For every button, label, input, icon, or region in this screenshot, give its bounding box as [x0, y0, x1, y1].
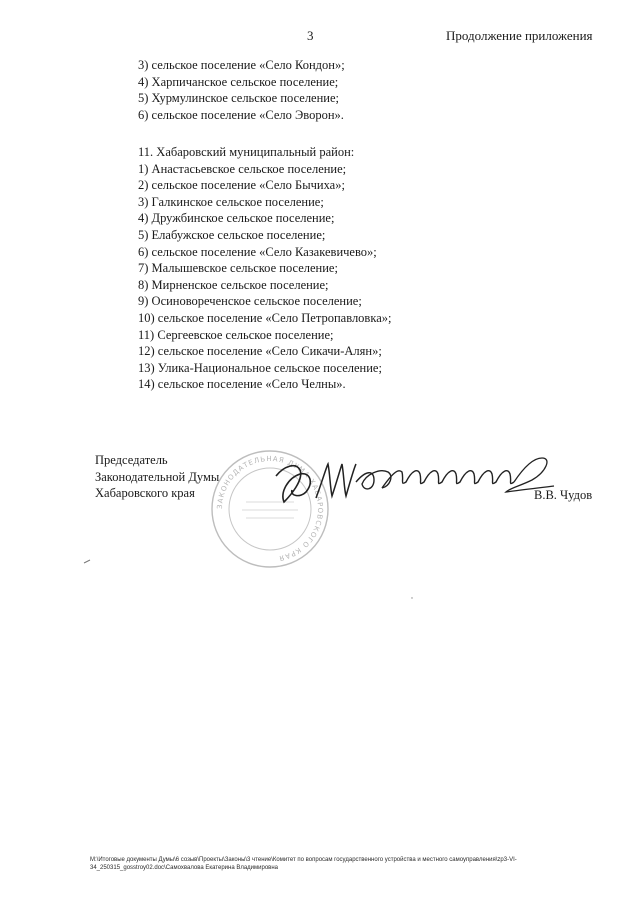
file-path-author: 34_250315_gosstroy02.doc\Самохвалова Екатерина Владимировна [90, 865, 279, 871]
settlement-list-continued [138, 57, 345, 123]
list-item: 10) сельское поселение «Село Петропавловка»; [138, 310, 392, 325]
signatory-title-line: Хабаровского края [95, 486, 195, 501]
list-item: 7) Малышевское сельское поселение; [138, 261, 338, 276]
list-item: 9) Осиновореченское сельское поселение; [138, 294, 362, 309]
list-item: 4) Харпичанское сельское поселение; [138, 74, 339, 89]
continuation-label: Продолжение приложения [446, 28, 593, 43]
list-item: 13) Улика-Национальное сельское поселение; [138, 360, 382, 375]
list-item: 12) сельское поселение «Село Сикачи-Алян»; [138, 344, 382, 359]
list-item: 5) Елабужское сельское поселение; [138, 227, 326, 242]
file-path: M:\Итоговые документы Думы\6 созыв\Проекты\Законы\3 чтение\Комитет по вопросам государственного устройства и местного самоуправления\zp3-VI- [90, 857, 517, 863]
handwritten-signature [270, 452, 560, 514]
signatory-title-line: Законодательной Думы [95, 469, 220, 484]
list-item: 3) Галкинское сельское поселение; [138, 194, 324, 209]
list-item: 2) сельское поселение «Село Бычиха»; [138, 178, 345, 193]
list-item: 14) сельское поселение «Село Челны». [138, 377, 346, 392]
list-item: 11) Сергеевское сельское поселение; [138, 327, 334, 342]
list-item: 4) Дружбинское сельское поселение; [138, 211, 335, 226]
list-item: 3) сельское поселение «Село Кондон»; [138, 58, 345, 72]
settlement-list [138, 161, 392, 393]
signatory-title [95, 452, 219, 502]
list-item: 6) сельское поселение «Село Эворон». [138, 107, 344, 122]
list-item: 8) Мирненское сельское поселение; [138, 277, 329, 292]
signatory-title-line: Председатель [95, 453, 168, 467]
signatory-name: В.В. Чудов [534, 488, 593, 502]
list-item: 1) Анастасьевское сельское поселение; [138, 161, 347, 176]
document-footer [90, 856, 610, 872]
list-item: 6) сельское поселение «Село Казакевичево»; [138, 244, 377, 259]
page-number: 3 [307, 28, 314, 43]
seal-text: ЗАКОНОДАТЕЛЬНАЯ ДУМА ХАБАРОВСКОГО КРАЯ [215, 454, 325, 563]
section-heading: 11. Хабаровский муниципальный район: [138, 145, 355, 159]
list-item: 5) Хурмулинское сельское поселение; [138, 91, 340, 106]
